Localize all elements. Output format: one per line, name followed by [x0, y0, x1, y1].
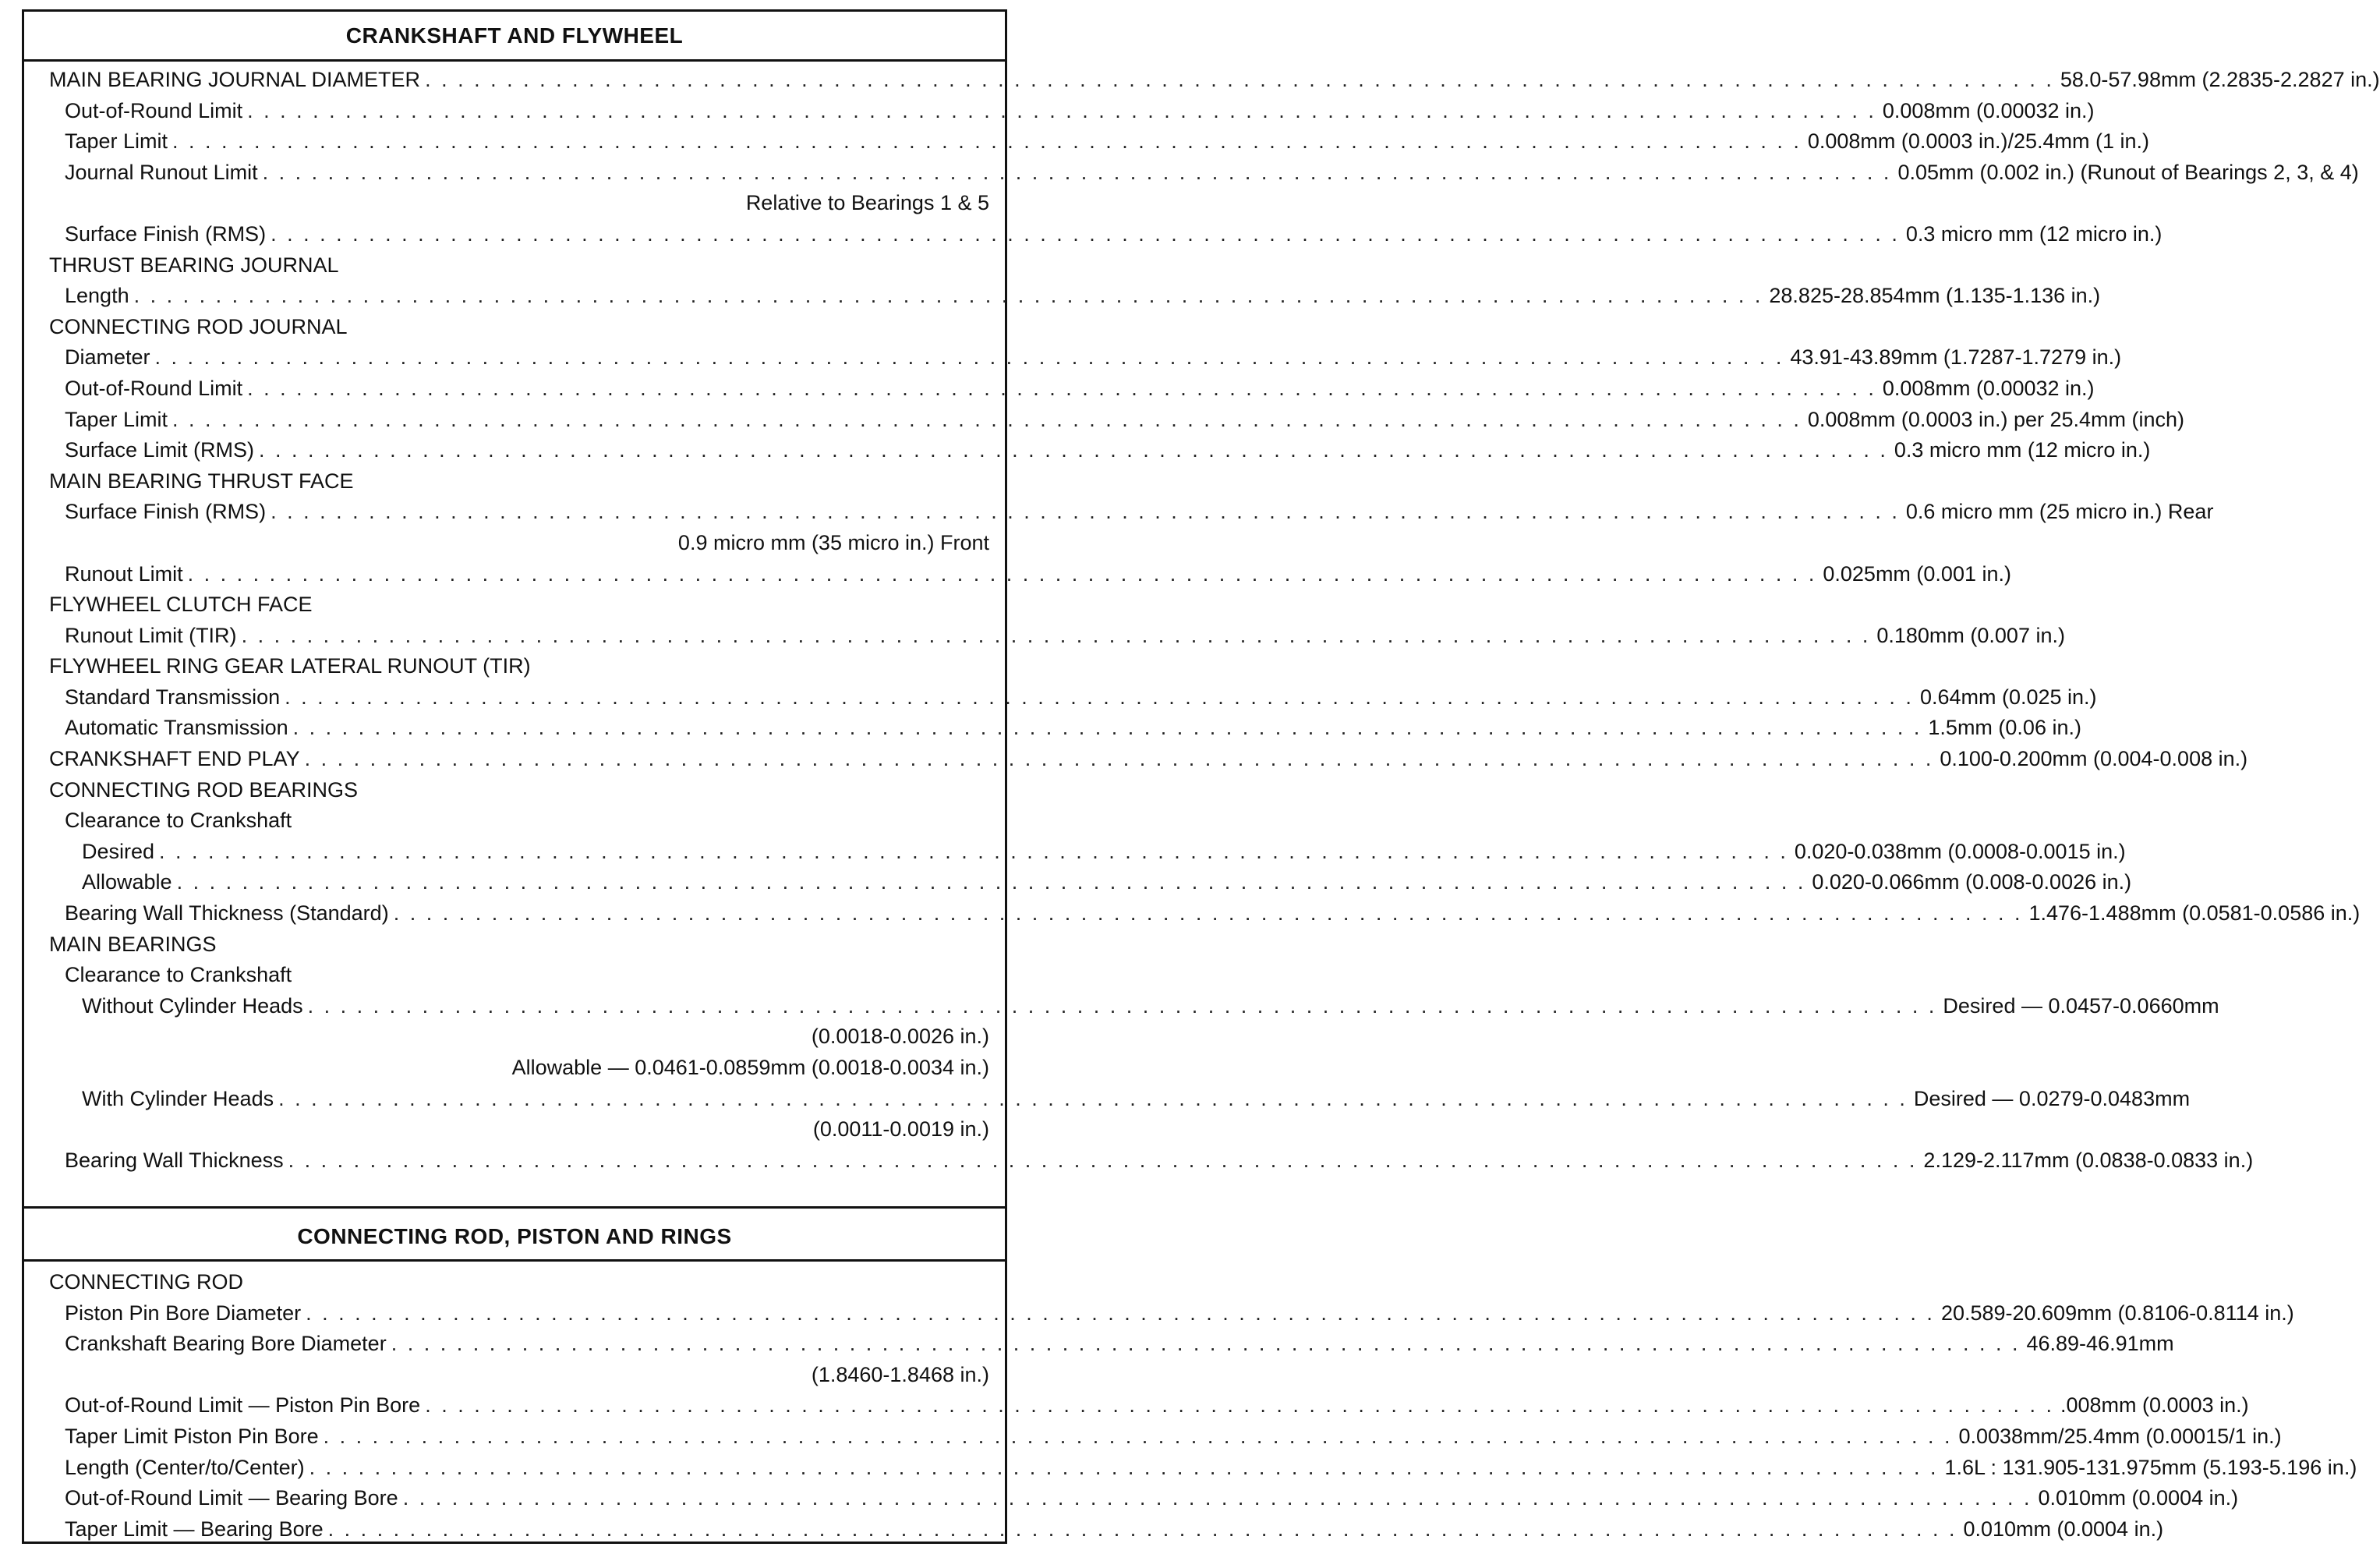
spec-label: MAIN BEARING JOURNAL DIAMETER: [49, 68, 421, 91]
spec-value: 0.008mm (0.00032 in.): [1882, 376, 2095, 400]
spec-entry: [82, 991, 2219, 1022]
spec-value-continuation: Allowable — 0.0461-0.0859mm (0.0018-0.0034 in.): [511, 1056, 989, 1079]
spec-entry: [65, 342, 2122, 373]
leader-dots: . . . . . . . . . . . . . . . . . . . . . . . . . . . . . . . . . . . . . . . . . . . . . . . . . . . . . . . . . . . . . . . . . . . . . . . . . . . . . . . . . . . . . . . . . . . . . . . . . . . .: [154, 345, 1784, 370]
leader-dots: . . . . . . . . . . . . . . . . . . . . . . . . . . . . . . . . . . . . . . . . . . . . . . . . . . . . . . . . . . . . . . . . . . . . . . . . . . . . . . . . . . . . . . . . . . . . . . . . . . . .: [402, 1486, 2032, 1510]
spec-entry: [65, 1483, 2239, 1514]
spec-label: Out-of-Round Limit — Piston Pin Bore: [65, 1393, 421, 1418]
leader-dots: . . . . . . . . . . . . . . . . . . . . . . . . . . . . . . . . . . . . . . . . . . . . . . . . . . . . . . . . . . . . . . . . . . . . . . . . . . . . . . . . . . . . . . . . . . . . . . . . . . . .: [425, 68, 2054, 91]
spec-entry: [82, 867, 2132, 898]
spec-value: 0.020-0.038mm (0.0008-0.0015 in.): [1794, 839, 2126, 863]
spec-label: Bearing Wall Thickness (Standard): [65, 901, 389, 926]
spec-entry: [65, 219, 2163, 250]
spec-value: 20.589-20.609mm (0.8106-0.8114 in.): [1940, 1301, 2294, 1325]
spec-label: Desired: [82, 839, 155, 863]
spec-value-continuation: Relative to Bearings 1 & 5: [745, 191, 989, 215]
spec-value: 0.64mm (0.025 in.): [1919, 685, 2097, 709]
spec-label: Runout Limit (TIR): [65, 623, 237, 647]
spec-row: [24, 1421, 2282, 1453]
spec-group-heading: FLYWHEEL CLUTCH FACE: [49, 593, 313, 617]
spec-entry: [65, 682, 2097, 713]
spec-row: [24, 713, 2081, 744]
spec-row: [24, 867, 2132, 898]
spec-table-frame: [22, 9, 2380, 1544]
spec-label: Piston Pin Bore Diameter: [65, 1301, 302, 1325]
spec-row: [24, 1360, 1005, 1391]
leader-dots: . . . . . . . . . . . . . . . . . . . . . . . . . . . . . . . . . . . . . . . . . . . . . . . . . . . . . . . . . . . . . . . . . . . . . . . . . . . . . . . . . . . . . . . . . . . . . . . . . . . .: [307, 993, 1937, 1018]
spec-value: 0.6 micro mm (25 micro in.) Rear: [1905, 500, 2214, 524]
spec-entry: [65, 898, 2361, 929]
spec-value: 0.05mm (0.002 in.) (Runout of Bearings 2, 3, & 4): [1897, 160, 2359, 184]
spec-value: 0.3 micro mm (12 micro in.): [1905, 221, 2163, 246]
spec-label: Taper Limit Piston Pin Bore: [65, 1424, 319, 1448]
leader-dots: . . . . . . . . . . . . . . . . . . . . . . . . . . . . . . . . . . . . . . . . . . . . . . . . . . . . . . . . . . . . . . . . . . . . . . . . . . . . . . . . . . . . . . . . . . . . . . . . . . . .: [247, 376, 1876, 400]
spec-value-continuation: (0.0018-0.0026 in.): [811, 1025, 989, 1049]
spec-value-continuation: (0.0011-0.0019 in.): [812, 1117, 989, 1142]
spec-row: [24, 158, 2359, 189]
spec-value: 0.008mm (0.0003 in.) per 25.4mm (inch): [1807, 407, 2185, 431]
spec-row: [24, 621, 2065, 652]
spec-row: [24, 250, 1005, 281]
spec-entry: [49, 65, 2380, 96]
spec-entry: [49, 744, 2248, 775]
leader-dots: . . . . . . . . . . . . . . . . . . . . . . . . . . . . . . . . . . . . . . . . . . . . . . . . . . . . . . . . . . . . . . . . . . . . . . . . . . . . . . . . . . . . . . . . . . . . . . . . . . . .: [278, 1086, 1908, 1110]
spec-value: 0.010mm (0.0004 in.): [2038, 1486, 2239, 1510]
leader-dots: . . . . . . . . . . . . . . . . . . . . . . . . . . . . . . . . . . . . . . . . . . . . . . . . . . . . . . . . . . . . . . . . . . . . . . . . . . . . . . . . . . . . . . . . . . . . . . . . . . . .: [259, 438, 1888, 462]
spec-label: Runout Limit: [65, 561, 183, 586]
spec-value: Desired — 0.0457-0.0660mm: [1943, 993, 2219, 1018]
spec-entry: [65, 1329, 2174, 1360]
spec-row: [24, 1145, 2254, 1177]
spec-value: 1.476-1.488mm (0.0581-0.0586 in.): [2028, 901, 2361, 926]
spec-value: 0.100-0.200mm (0.004-0.008 in.): [1940, 747, 2248, 771]
leader-dots: . . . . . . . . . . . . . . . . . . . . . . . . . . . . . . . . . . . . . . . . . . . . . . . . . . . . . . . . . . . . . . . . . . . . . . . . . . . . . . . . . . . . . . . . . . . . . . . . . . . .: [172, 129, 1802, 154]
spec-value-continuation: (1.8460-1.8468 in.): [811, 1362, 989, 1386]
section-rows-connecting-rod: [24, 1267, 2357, 1545]
spec-row: [24, 559, 2011, 590]
spec-entry: [65, 405, 2185, 436]
spec-group-heading: CONNECTING ROD: [49, 1270, 243, 1294]
spec-row: [24, 373, 2095, 405]
spec-entry: [65, 1298, 2294, 1329]
spec-row: [24, 1298, 2294, 1329]
leader-dots: . . . . . . . . . . . . . . . . . . . . . . . . . . . . . . . . . . . . . . . . . . . . . . . . . . . . . . . . . . . . . . . . . . . . . . . . . . . . . . . . . . . . . . . . . . . . . . . . . . . .: [304, 747, 1934, 771]
spec-value: 43.91-43.89mm (1.7287-1.7279 in.): [1790, 345, 2122, 370]
spec-row: [24, 1021, 1005, 1053]
leader-dots: . . . . . . . . . . . . . . . . . . . . . . . . . . . . . . . . . . . . . . . . . . . . . . . . . . . . . . . . . . . . . . . . . . . . . . . . . . . . . . . . . . . . . . . . . . . . . . . . . . . .: [292, 716, 1922, 740]
spec-entry: [65, 281, 2101, 312]
spec-entry: [65, 435, 2151, 466]
spec-group-heading: THRUST BEARING JOURNAL: [49, 253, 339, 277]
spec-label: Taper Limit: [65, 129, 168, 154]
spec-entry: [65, 497, 2214, 528]
spec-row: [24, 744, 2248, 775]
spec-value: 0.3 micro mm (12 micro in.): [1894, 438, 2151, 462]
spec-row: [24, 1390, 2249, 1421]
spec-row: [24, 96, 2095, 127]
spec-entry: [65, 1514, 2164, 1545]
section-title-connecting-rod: CONNECTING ROD, PISTON AND RINGS: [297, 1224, 732, 1248]
spec-label: Out-of-Round Limit: [65, 376, 243, 400]
spec-label: With Cylinder Heads: [82, 1086, 274, 1110]
spec-row: [24, 188, 1005, 219]
spec-entry: [82, 1084, 2191, 1115]
leader-dots: . . . . . . . . . . . . . . . . . . . . . . . . . . . . . . . . . . . . . . . . . . . . . . . . . . . . . . . . . . . . . . . . . . . . . . . . . . . . . . . . . . . . . . . . . . . . . . . . . . . .: [285, 685, 1914, 709]
spec-value: 1.6L : 131.905-131.975mm (5.193-5.196 in.): [1944, 1455, 2357, 1479]
spec-label: Out-of-Round Limit: [65, 98, 243, 122]
spec-entry: [65, 1453, 2357, 1484]
spec-row: [24, 1267, 1005, 1298]
spec-entry: [65, 1421, 2282, 1453]
spec-row: [24, 405, 2185, 436]
spec-group-heading: Clearance to Crankshaft: [65, 809, 292, 833]
spec-value: 0.008mm (0.00032 in.): [1882, 98, 2095, 122]
spec-label: Crankshaft Bearing Bore Diameter: [65, 1332, 387, 1356]
spec-label: Taper Limit — Bearing Bore: [65, 1517, 324, 1541]
spec-entry: [65, 559, 2011, 590]
spec-value: Desired — 0.0279-0.0483mm: [1913, 1086, 2191, 1110]
leader-dots: . . . . . . . . . . . . . . . . . . . . . . . . . . . . . . . . . . . . . . . . . . . . . . . . . . . . . . . . . . . . . . . . . . . . . . . . . . . . . . . . . . . . . . . . . . . . . . . . . . . .: [425, 1393, 2054, 1418]
spec-group-heading: CONNECTING ROD JOURNAL: [49, 314, 348, 338]
section-rows-crankshaft: [24, 65, 2380, 1176]
spec-group-heading: Clearance to Crankshaft: [65, 963, 292, 987]
spec-row: [24, 1483, 2239, 1514]
spec-entry: [65, 713, 2081, 744]
spec-row: [24, 1114, 1005, 1145]
leader-dots: . . . . . . . . . . . . . . . . . . . . . . . . . . . . . . . . . . . . . . . . . . . . . . . . . . . . . . . . . . . . . . . . . . . . . . . . . . . . . . . . . . . . . . . . . . . . . . . . . . . .: [391, 1332, 2021, 1356]
spec-row: [24, 281, 2101, 312]
spec-label: Automatic Transmission: [65, 716, 288, 740]
spec-row: [24, 837, 2126, 868]
spec-row: [24, 342, 2122, 373]
spec-value: 46.89-46.91mm: [2026, 1332, 2174, 1356]
leader-dots: . . . . . . . . . . . . . . . . . . . . . . . . . . . . . . . . . . . . . . . . . . . . . . . . . . . . . . . . . . . . . . . . . . . . . . . . . . . . . . . . . . . . . . . . . . . . . . . . . . . .: [327, 1517, 1957, 1541]
spec-group-heading: MAIN BEARINGS: [49, 932, 217, 956]
spec-value: 0.010mm (0.0004 in.): [1963, 1517, 2164, 1541]
spec-group-heading: CONNECTING ROD BEARINGS: [49, 777, 359, 802]
spec-label: Surface Limit (RMS): [65, 438, 255, 462]
spec-row: [24, 528, 1005, 559]
spec-label: CRANKSHAFT END PLAY: [49, 747, 300, 771]
spec-row: [24, 312, 1005, 343]
spec-row: [24, 898, 2361, 929]
spec-row: [24, 651, 1005, 682]
spec-row: [24, 1329, 2174, 1360]
divider: [24, 1206, 1005, 1209]
spec-label: Surface Finish (RMS): [65, 500, 267, 524]
spec-row: [24, 805, 1005, 837]
spec-value: 0.180mm (0.007 in.): [1876, 623, 2065, 647]
spec-row: [24, 960, 1005, 991]
spec-value: 28.825-28.854mm (1.135-1.136 in.): [1769, 284, 2101, 308]
spec-value: 2.129-2.117mm (0.0838-0.0833 in.): [1923, 1148, 2254, 1172]
leader-dots: . . . . . . . . . . . . . . . . . . . . . . . . . . . . . . . . . . . . . . . . . . . . . . . . . . . . . . . . . . . . . . . . . . . . . . . . . . . . . . . . . . . . . . . . . . . . . . . . . . . .: [271, 500, 1900, 524]
spec-label: Length: [65, 284, 129, 308]
spec-row: [24, 929, 1005, 961]
spec-label: Allowable: [82, 870, 172, 894]
spec-row: [24, 65, 2380, 96]
leader-dots: . . . . . . . . . . . . . . . . . . . . . . . . . . . . . . . . . . . . . . . . . . . . . . . . . . . . . . . . . . . . . . . . . . . . . . . . . . . . . . . . . . . . . . . . . . . . . . . . . . . .: [247, 98, 1876, 122]
spec-entry: [65, 621, 2065, 652]
leader-dots: . . . . . . . . . . . . . . . . . . . . . . . . . . . . . . . . . . . . . . . . . . . . . . . . . . . . . . . . . . . . . . . . . . . . . . . . . . . . . . . . . . . . . . . . . . . . . . . . . . . .: [187, 561, 1817, 586]
spec-label: Diameter: [65, 345, 150, 370]
spec-value: 0.008mm (0.0003 in.)/25.4mm (1 in.): [1807, 129, 2150, 154]
leader-dots: . . . . . . . . . . . . . . . . . . . . . . . . . . . . . . . . . . . . . . . . . . . . . . . . . . . . . . . . . . . . . . . . . . . . . . . . . . . . . . . . . . . . . . . . . . . . . . . . . . . .: [288, 1148, 1918, 1172]
spec-row: [24, 435, 2151, 466]
spec-row: [24, 1453, 2357, 1484]
spec-entry: [65, 158, 2359, 189]
spec-row: [24, 682, 2097, 713]
spec-row: [24, 1514, 2164, 1545]
spec-entry: [65, 1390, 2249, 1421]
leader-dots: . . . . . . . . . . . . . . . . . . . . . . . . . . . . . . . . . . . . . . . . . . . . . . . . . . . . . . . . . . . . . . . . . . . . . . . . . . . . . . . . . . . . . . . . . . . . . . . . . . . .: [172, 407, 1802, 431]
leader-dots: . . . . . . . . . . . . . . . . . . . . . . . . . . . . . . . . . . . . . . . . . . . . . . . . . . . . . . . . . . . . . . . . . . . . . . . . . . . . . . . . . . . . . . . . . . . . . . . . . . . .: [133, 284, 1763, 308]
spec-entry: [65, 373, 2095, 405]
leader-dots: . . . . . . . . . . . . . . . . . . . . . . . . . . . . . . . . . . . . . . . . . . . . . . . . . . . . . . . . . . . . . . . . . . . . . . . . . . . . . . . . . . . . . . . . . . . . . . . . . . . .: [262, 160, 1892, 184]
spec-row: [24, 1053, 1005, 1084]
spec-label: Journal Runout Limit: [65, 160, 258, 184]
spec-row: [24, 775, 1005, 806]
spec-row: [24, 219, 2163, 250]
spec-value: 0.020-0.066mm (0.008-0.0026 in.): [1812, 870, 2132, 894]
spec-entry: [65, 96, 2095, 127]
spec-value: 1.5mm (0.06 in.): [1928, 716, 2081, 740]
spec-group-heading: MAIN BEARING THRUST FACE: [49, 469, 354, 493]
spec-entry: [65, 1145, 2254, 1177]
spec-label: Without Cylinder Heads: [82, 993, 303, 1018]
leader-dots: . . . . . . . . . . . . . . . . . . . . . . . . . . . . . . . . . . . . . . . . . . . . . . . . . . . . . . . . . . . . . . . . . . . . . . . . . . . . . . . . . . . . . . . . . . . . . . . . . . . .: [323, 1424, 1953, 1448]
spec-entry: [82, 837, 2126, 868]
spec-row: [24, 1084, 2191, 1115]
spec-value: 0.0038mm/25.4mm (0.00015/1 in.): [1958, 1424, 2282, 1448]
spec-entry: [65, 126, 2150, 158]
spec-label: Length (Center/to/Center): [65, 1455, 305, 1479]
spec-label: Surface Finish (RMS): [65, 221, 267, 246]
spec-value-continuation: 0.9 micro mm (35 micro in.) Front: [677, 530, 989, 554]
spec-group-heading: FLYWHEEL RING GEAR LATERAL RUNOUT (TIR): [49, 654, 531, 678]
spec-label: Standard Transmission: [65, 685, 281, 709]
leader-dots: . . . . . . . . . . . . . . . . . . . . . . . . . . . . . . . . . . . . . . . . . . . . . . . . . . . . . . . . . . . . . . . . . . . . . . . . . . . . . . . . . . . . . . . . . . . . . . . . . . . .: [309, 1455, 1939, 1479]
leader-dots: . . . . . . . . . . . . . . . . . . . . . . . . . . . . . . . . . . . . . . . . . . . . . . . . . . . . . . . . . . . . . . . . . . . . . . . . . . . . . . . . . . . . . . . . . . . . . . . . . . . .: [159, 839, 1788, 863]
leader-dots: . . . . . . . . . . . . . . . . . . . . . . . . . . . . . . . . . . . . . . . . . . . . . . . . . . . . . . . . . . . . . . . . . . . . . . . . . . . . . . . . . . . . . . . . . . . . . . . . . . . .: [306, 1301, 1935, 1325]
spec-row: [24, 991, 2219, 1022]
spec-value: 0.025mm (0.001 in.): [1823, 561, 2011, 586]
divider: [24, 1259, 1005, 1262]
divider: [24, 59, 1005, 62]
leader-dots: . . . . . . . . . . . . . . . . . . . . . . . . . . . . . . . . . . . . . . . . . . . . . . . . . . . . . . . . . . . . . . . . . . . . . . . . . . . . . . . . . . . . . . . . . . . . . . . . . . . .: [393, 901, 2023, 926]
spec-value: .008mm (0.0003 in.): [2060, 1393, 2249, 1418]
spec-row: [24, 466, 1005, 497]
spec-label: Out-of-Round Limit — Bearing Bore: [65, 1486, 398, 1510]
spec-row: [24, 589, 1005, 621]
spec-value: 58.0-57.98mm (2.2835-2.2827 in.): [2060, 68, 2380, 91]
spec-row: [24, 126, 2150, 158]
leader-dots: . . . . . . . . . . . . . . . . . . . . . . . . . . . . . . . . . . . . . . . . . . . . . . . . . . . . . . . . . . . . . . . . . . . . . . . . . . . . . . . . . . . . . . . . . . . . . . . . . . . .: [176, 870, 1806, 894]
spec-label: Bearing Wall Thickness: [65, 1148, 284, 1172]
spec-label: Taper Limit: [65, 407, 168, 431]
section-title-crankshaft: CRANKSHAFT AND FLYWHEEL: [345, 23, 684, 48]
spec-row: [24, 497, 2214, 528]
leader-dots: . . . . . . . . . . . . . . . . . . . . . . . . . . . . . . . . . . . . . . . . . . . . . . . . . . . . . . . . . . . . . . . . . . . . . . . . . . . . . . . . . . . . . . . . . . . . . . . . . . . .: [271, 221, 1900, 246]
leader-dots: . . . . . . . . . . . . . . . . . . . . . . . . . . . . . . . . . . . . . . . . . . . . . . . . . . . . . . . . . . . . . . . . . . . . . . . . . . . . . . . . . . . . . . . . . . . . . . . . . . . .: [241, 623, 1871, 647]
